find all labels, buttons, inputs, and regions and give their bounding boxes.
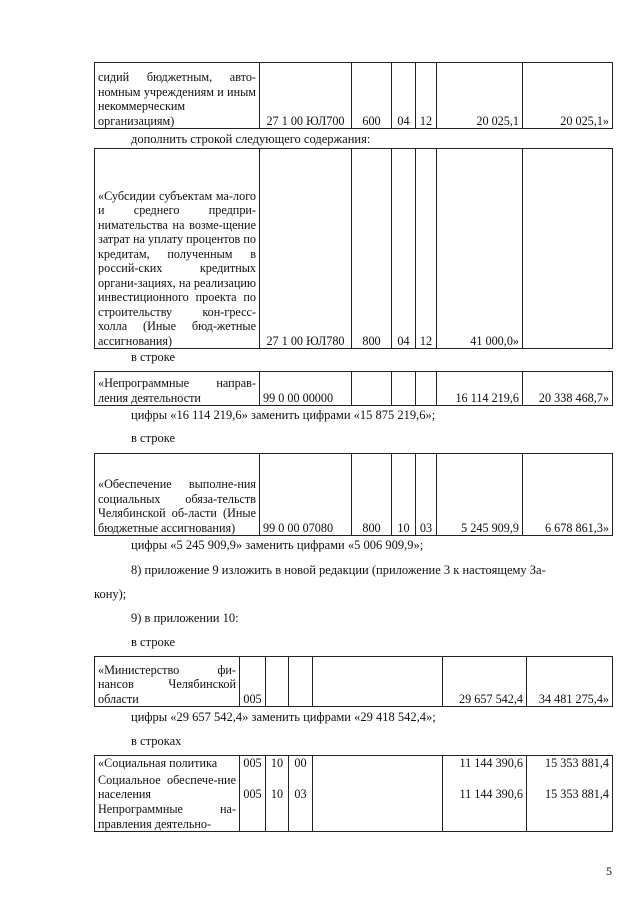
amount-cell-1: 16 114 219,6 — [437, 372, 523, 406]
amount-cell-2: 15 353 881,4 — [527, 772, 613, 802]
instruction-text: дополнить строкой следующего содержания: — [131, 132, 371, 146]
budget-table-6 — [94, 755, 613, 832]
target-code-cell: 99 0 00 00000 — [260, 372, 352, 406]
row-description: Социальное обеспече-ние населения — [95, 772, 240, 802]
subsection-cell: 00 — [289, 756, 313, 772]
amount-cell-2: 34 481 275,4» — [527, 657, 613, 707]
section-cell: 04 — [392, 63, 416, 129]
expense-type-cell: 800 — [352, 149, 392, 349]
amount-cell-2: 6 678 861,3» — [523, 454, 613, 536]
amount-cell-2: 20 338 468,7» — [523, 372, 613, 406]
row-description: «Социальная политика — [95, 756, 240, 772]
expense-type-cell: 800 — [352, 454, 392, 536]
ministry-code-cell: 005 — [240, 657, 266, 707]
budget-table-2 — [94, 148, 613, 349]
section-cell: 04 — [392, 149, 416, 349]
amount-cell-1: 11 144 390,6 — [443, 756, 527, 772]
subsection-cell: 03 — [289, 772, 313, 802]
table-row — [95, 149, 613, 349]
row-description: «Обеспечение выполне-ния социальных обяза-тельств Челябинской об-ласти (Иные бюджетные ассигнования) — [95, 454, 260, 536]
paragraph-text: 9) в приложении 10: — [131, 611, 239, 625]
amount-cell-2: 15 353 881,4 — [527, 756, 613, 772]
table-row — [95, 772, 613, 802]
row-description: сидий бюджетным, авто-номным учреждениям и иным некоммерческим организациям) — [95, 63, 260, 129]
instruction-text: в строках — [131, 734, 182, 748]
subsection-cell — [289, 657, 313, 707]
budget-table-5 — [94, 656, 613, 707]
row-description: «Министерство фи-нансов Челябинской области — [95, 657, 240, 707]
table-row — [95, 63, 613, 129]
page-number: 5 — [606, 864, 612, 878]
target-code-cell: 27 1 00 ЮЛ700 — [260, 63, 352, 129]
budget-table-4 — [94, 453, 613, 536]
amount-cell-1 — [443, 802, 527, 832]
instruction-text: в строке — [131, 350, 176, 364]
section-cell: 10 — [266, 756, 289, 772]
paragraph-text: кону); — [94, 587, 127, 601]
section-cell: 10 — [392, 454, 416, 536]
expense-type-cell — [352, 372, 392, 406]
instruction-text: в строке — [131, 431, 176, 445]
target-code-cell: 27 1 00 ЮЛ780 — [260, 149, 352, 349]
paragraph-text: 8) приложение 9 изложить в новой редакции (приложение 3 к настоящему За- — [131, 563, 546, 577]
budget-table-1 — [94, 62, 613, 129]
ministry-code-cell: 005 — [240, 772, 266, 802]
table-row — [95, 372, 613, 406]
section-cell: 10 — [266, 772, 289, 802]
budget-table-3 — [94, 371, 613, 406]
subsection-cell — [416, 372, 437, 406]
amount-cell-1: 5 245 909,9 — [437, 454, 523, 536]
amount-cell-2 — [523, 149, 613, 349]
amount-cell-1: 11 144 390,6 — [443, 772, 527, 802]
target-code-cell — [313, 772, 443, 802]
ministry-code-cell — [240, 802, 266, 832]
expense-type-cell: 600 — [352, 63, 392, 129]
row-description: Непрограммные на-правления деятельно- — [95, 802, 240, 832]
target-code-cell: 99 0 00 07080 — [260, 454, 352, 536]
row-description: «Непрограммные направ-ления деятельности — [95, 372, 260, 406]
amount-cell-1: 20 025,1 — [437, 63, 523, 129]
instruction-text: цифры «29 657 542,4» заменить цифрами «29 418 542,4»; — [131, 710, 436, 724]
table-row — [95, 802, 613, 832]
subsection-cell: 03 — [416, 454, 437, 536]
row-description: «Субсидии субъектам ма-лого и среднего предпри-нимательства на возме-щение затрат на уплату процентов по кредитам, полученным в россий-ских кредитных органи-зациях, на реализацию инвестиционного проекта по строительству кон-гресс-холла (Иные бюд-жетные ассигнования) — [95, 149, 260, 349]
table-row — [95, 756, 613, 772]
subsection-cell — [289, 802, 313, 832]
target-code-cell — [313, 802, 443, 832]
section-cell — [266, 657, 289, 707]
section-cell — [266, 802, 289, 832]
amount-cell-2 — [527, 802, 613, 832]
amount-cell-2: 20 025,1» — [523, 63, 613, 129]
subsection-cell: 12 — [416, 149, 437, 349]
instruction-text: цифры «16 114 219,6» заменить цифрами «15 875 219,6»; — [131, 408, 436, 422]
target-code-cell — [313, 657, 443, 707]
table-row — [95, 454, 613, 536]
ministry-code-cell: 005 — [240, 756, 266, 772]
subsection-cell: 12 — [416, 63, 437, 129]
table-row — [95, 657, 613, 707]
amount-cell-1: 41 000,0» — [437, 149, 523, 349]
amount-cell-1: 29 657 542,4 — [443, 657, 527, 707]
instruction-text: в строке — [131, 635, 176, 649]
section-cell — [392, 372, 416, 406]
instruction-text: цифры «5 245 909,9» заменить цифрами «5 006 909,9»; — [131, 538, 424, 552]
target-code-cell — [313, 756, 443, 772]
